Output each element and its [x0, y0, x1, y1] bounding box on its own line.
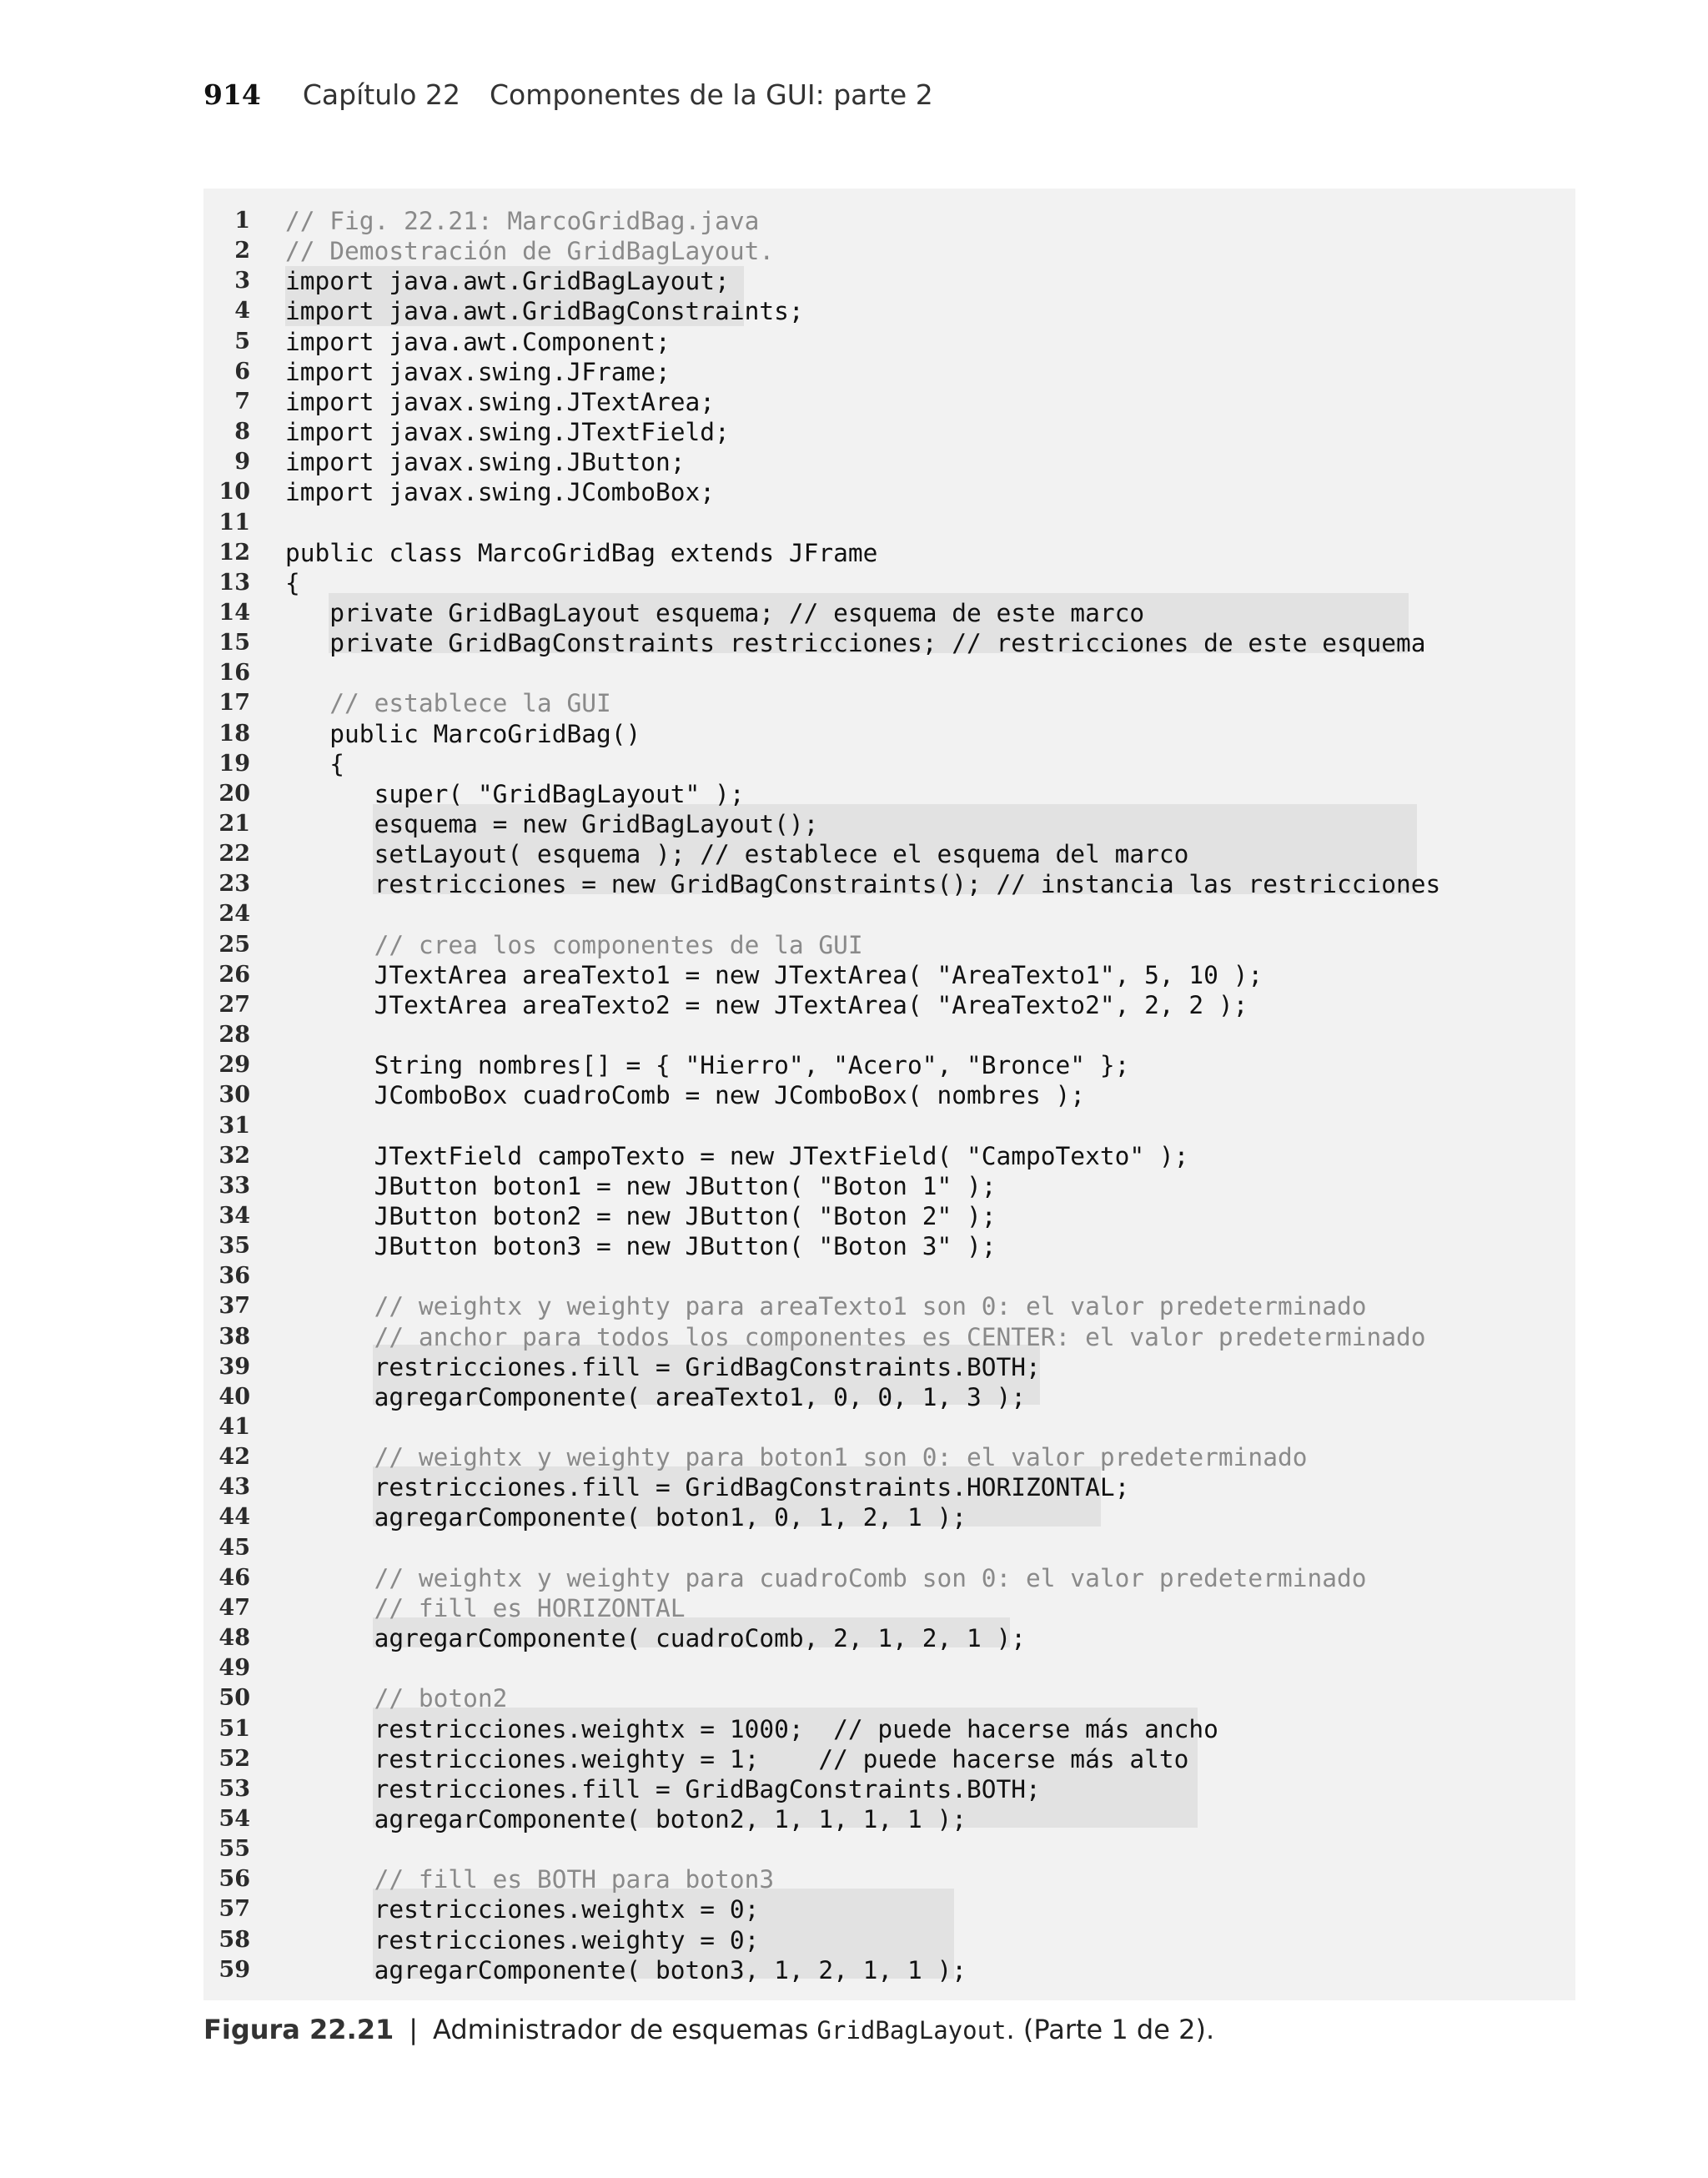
line-number: 16 [219, 660, 250, 687]
code-text: // Demostración de GridBagLayout. [285, 237, 775, 266]
line-number: 53 [219, 1775, 250, 1802]
line-number: 27 [219, 991, 250, 1018]
code-text: import javax.swing.JTextArea; [285, 387, 716, 416]
code-text: { [285, 749, 345, 778]
code-text: private GridBagConstraints restricciones; // restricciones de este esquema [285, 629, 1426, 658]
page-header [203, 78, 933, 120]
code-listing [203, 189, 1575, 2000]
line-number: 19 [219, 750, 250, 777]
line-number: 6 [234, 358, 250, 385]
line-number: 5 [234, 328, 250, 355]
line-number: 20 [219, 780, 250, 807]
code-text: // anchor para todos los componentes es CENTER: el valor predeterminado [285, 1322, 1426, 1351]
line-number: 56 [219, 1866, 250, 1893]
line-number: 59 [219, 1956, 250, 1983]
code-text: // Fig. 22.21: MarcoGridBag.java [285, 207, 760, 235]
code-text: import javax.swing.JTextField; [285, 418, 730, 447]
line-number: 23 [219, 871, 250, 898]
line-number: 48 [219, 1625, 250, 1652]
code-text: import java.awt.Component; [285, 327, 671, 356]
code-text: restricciones.fill = GridBagConstraints.BOTH; [285, 1352, 1041, 1381]
chapter-label: Capítulo 22 [302, 78, 460, 111]
line-number: 7 [234, 388, 250, 415]
code-text: restricciones.weighty = 0; [285, 1925, 760, 1954]
code-text: JTextArea areaTexto1 = new JTextArea( "AreaTexto1", 5, 10 ); [285, 960, 1263, 989]
line-number: 1 [234, 208, 250, 234]
code-text: public MarcoGridBag() [285, 719, 641, 748]
line-number: 26 [219, 961, 250, 988]
code-text: agregarComponente( cuadroComb, 2, 1, 2, 1 ); [285, 1624, 1027, 1653]
code-text: public class MarcoGridBag extends JFrame [285, 538, 878, 567]
line-number: 47 [219, 1594, 250, 1621]
figure-caption [203, 2009, 1214, 2050]
code-text: restricciones.weightx = 1000; // puede hacerse más ancho [285, 1714, 1218, 1743]
line-number: 42 [219, 1444, 250, 1471]
line-number: 45 [219, 1534, 250, 1561]
caption-separator: | [409, 2014, 419, 2045]
code-text: // establece la GUI [285, 689, 611, 718]
line-number: 41 [219, 1414, 250, 1440]
code-text: // crea los componentes de la GUI [285, 930, 863, 959]
line-number: 33 [219, 1172, 250, 1199]
code-text: { [285, 568, 300, 597]
code-text: esquema = new GridBagLayout(); [285, 810, 819, 838]
line-number: 38 [219, 1323, 250, 1350]
line-number: 35 [219, 1233, 250, 1260]
line-number: 12 [219, 539, 250, 566]
caption-label: Figura 22.21 [203, 2014, 394, 2045]
code-text: agregarComponente( areaTexto1, 0, 0, 1, 3 ); [285, 1382, 1027, 1411]
code-text: import javax.swing.JButton; [285, 448, 686, 477]
caption-text: Administrador de esquemas [433, 2014, 809, 2045]
line-number: 50 [219, 1685, 250, 1712]
code-text: JTextArea areaTexto2 = new JTextArea( "AreaTexto2", 2, 2 ); [285, 990, 1248, 1019]
code-text: // weightx y weighty para areaTexto1 son 0: el valor predeterminado [285, 1292, 1367, 1321]
line-number: 3 [234, 268, 250, 294]
line-number: 49 [219, 1655, 250, 1682]
line-number: 24 [219, 901, 250, 928]
code-text: agregarComponente( boton1, 0, 1, 2, 1 ); [285, 1503, 967, 1532]
line-number: 2 [234, 238, 250, 264]
line-number: 57 [219, 1896, 250, 1923]
line-number: 11 [219, 509, 250, 536]
line-number: 21 [219, 811, 250, 837]
line-number: 52 [219, 1745, 250, 1772]
code-text: agregarComponente( boton3, 1, 2, 1, 1 ); [285, 1955, 967, 1984]
code-text: JComboBox cuadroComb = new JComboBox( nombres ); [285, 1081, 1086, 1110]
line-number: 4 [234, 298, 250, 324]
line-number: 22 [219, 841, 250, 868]
line-number: 58 [219, 1926, 250, 1953]
code-text: JTextField campoTexto = new JTextField( "CampoTexto" ); [285, 1141, 1189, 1170]
line-number: 18 [219, 720, 250, 747]
code-text: JButton boton2 = new JButton( "Boton 2" ); [285, 1201, 997, 1230]
caption-text-end: . (Parte 1 de 2). [1006, 2014, 1215, 2045]
line-number: 30 [219, 1082, 250, 1109]
code-text: import java.awt.GridBagConstraints; [285, 297, 804, 326]
line-number: 40 [219, 1383, 250, 1410]
code-text: // fill es HORIZONTAL [285, 1593, 686, 1622]
code-text: restricciones.fill = GridBagConstraints.BOTH; [285, 1774, 1041, 1803]
code-text: restricciones = new GridBagConstraints(); // instancia las restricciones [285, 870, 1441, 899]
code-text: agregarComponente( boton2, 1, 1, 1, 1 ); [285, 1804, 967, 1833]
line-number: 8 [234, 419, 250, 445]
line-number: 25 [219, 931, 250, 958]
caption-class-name: GridBagLayout [816, 2016, 1007, 2045]
line-number: 37 [219, 1293, 250, 1320]
line-number: 17 [219, 690, 250, 717]
line-number: 14 [219, 599, 250, 626]
line-number: 39 [219, 1353, 250, 1380]
line-number: 36 [219, 1263, 250, 1290]
line-number: 54 [219, 1805, 250, 1832]
line-number: 32 [219, 1142, 250, 1169]
line-number: 28 [219, 1022, 250, 1049]
line-number: 43 [219, 1474, 250, 1501]
chapter-title: Componentes de la GUI: parte 2 [489, 78, 933, 111]
line-number: 55 [219, 1836, 250, 1863]
code-text: restricciones.fill = GridBagConstraints.HORIZONTAL; [285, 1473, 1130, 1502]
code-text: restricciones.weightx = 0; [285, 1895, 760, 1924]
code-text: // weightx y weighty para boton1 son 0: el valor predeterminado [285, 1443, 1308, 1472]
line-number: 34 [219, 1202, 250, 1229]
line-number: 10 [219, 479, 250, 506]
line-number: 9 [234, 449, 250, 475]
code-text: import javax.swing.JFrame; [285, 357, 671, 386]
code-text: JButton boton1 = new JButton( "Boton 1" ); [285, 1171, 997, 1200]
line-number: 13 [219, 569, 250, 596]
line-number: 29 [219, 1052, 250, 1079]
code-text: String nombres[] = { "Hierro", "Acero", "Bronce" }; [285, 1051, 1130, 1080]
code-text: JButton boton3 = new JButton( "Boton 3" ); [285, 1232, 997, 1261]
code-text: super( "GridBagLayout" ); [285, 779, 745, 808]
code-text: setLayout( esquema ); // establece el esquema del marco [285, 840, 1189, 869]
code-text: import javax.swing.JComboBox; [285, 478, 716, 507]
code-text: import java.awt.GridBagLayout; [285, 267, 730, 296]
code-text: // weightx y weighty para cuadroComb son 0: el valor predeterminado [285, 1563, 1367, 1592]
code-text: // boton2 [285, 1684, 508, 1713]
line-number: 46 [219, 1564, 250, 1591]
code-text: // fill es BOTH para boton3 [285, 1865, 775, 1894]
code-text: private GridBagLayout esquema; // esquema de este marco [285, 598, 1145, 627]
code-text: restricciones.weighty = 1; // puede hacerse más alto [285, 1744, 1189, 1773]
line-number: 15 [219, 630, 250, 656]
line-number: 51 [219, 1715, 250, 1742]
line-number: 44 [219, 1504, 250, 1531]
page-number: 914 [203, 78, 261, 111]
line-number: 31 [219, 1112, 250, 1139]
